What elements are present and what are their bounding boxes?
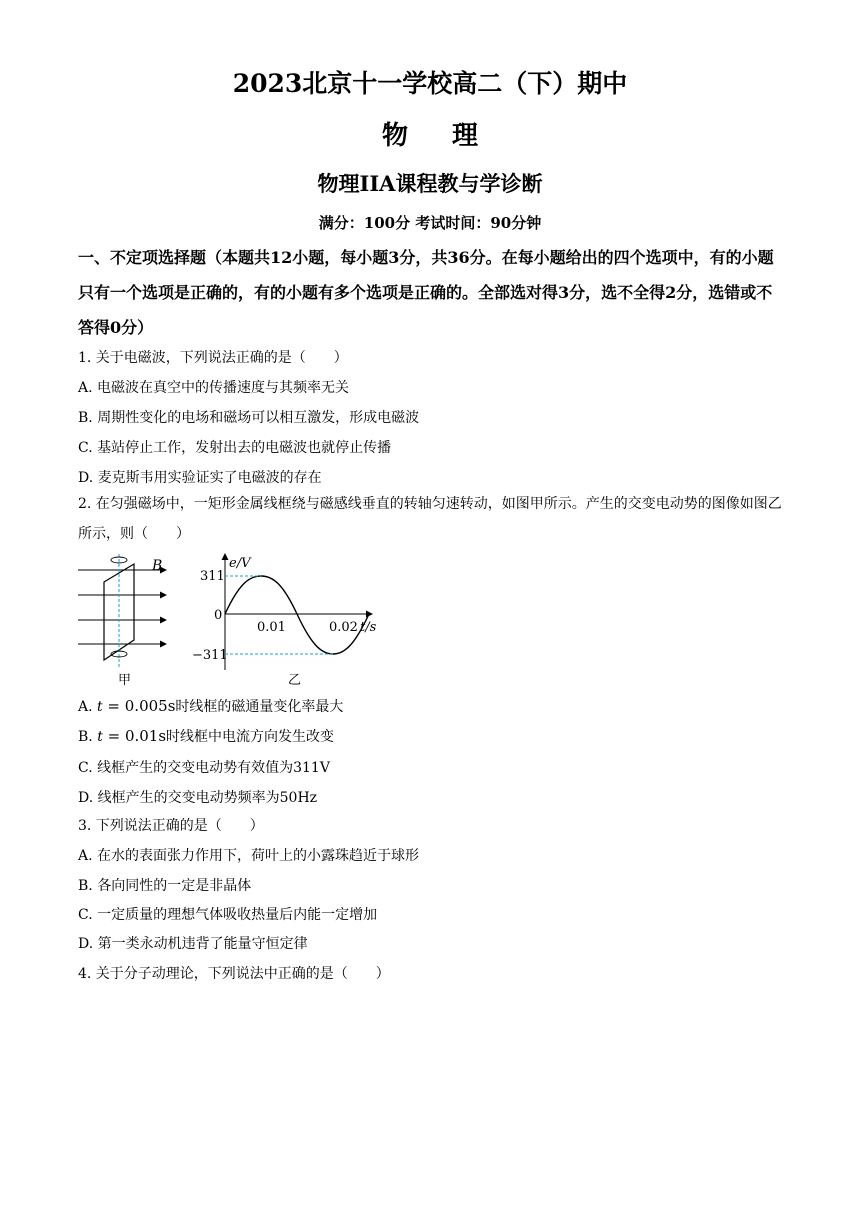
- emf-curve: [225, 576, 369, 654]
- time-value: = 0.005s: [102, 697, 176, 715]
- question-3-stem: 3. 下列说法正确的是（ ）: [78, 818, 264, 834]
- exam-info: 满分：100分 考试时间：90分钟: [318, 214, 542, 232]
- x-tick-1: 0.01: [257, 620, 286, 635]
- question-2-option-b: [78, 726, 334, 746]
- question-3-option-c: C. 一定质量的理想气体吸收热量后内能一定增加: [78, 907, 378, 923]
- question-2-option-a: [78, 696, 343, 716]
- option-letter: A.: [78, 699, 98, 715]
- question-4-stem: 4. 关于分子动理论，下列说法中正确的是（ ）: [78, 966, 390, 982]
- subject-title: 物理: [381, 121, 522, 151]
- option-letter: B.: [78, 729, 98, 745]
- x-axis-label: t/s: [360, 620, 377, 635]
- figure-left-caption: 甲: [118, 673, 132, 688]
- question-2-stem: 2. 在匀强磁场中，一矩形金属线框绕与磁感线垂直的转轴匀速转动，如图甲所示。产生的交变电动势的图像如图乙所示，则（ ）: [78, 496, 782, 542]
- time-value: = 0.01s: [102, 727, 167, 745]
- course-title: 物理IIA课程教与学诊断: [317, 171, 543, 196]
- question-1-option-c: C. 基站停止工作，发射出去的电磁波也就停止传播: [78, 440, 392, 456]
- question-2-figure: [74, 550, 394, 690]
- question-1-stem: 1. 关于电磁波，下列说法正确的是（ ）: [78, 350, 348, 366]
- question-1-option-a: A. 电磁波在真空中的传播速度与其频率无关: [78, 380, 350, 396]
- emf-graph: [192, 554, 377, 688]
- figure-right-caption: 乙: [288, 673, 302, 688]
- question-2-option-c: C. 线框产生的交变电动势有效值为311V: [78, 760, 330, 776]
- y-tick-top: 311: [200, 569, 225, 584]
- y-tick-zero: 0: [214, 608, 223, 623]
- x-tick-2: 0.02: [329, 620, 358, 635]
- question-3-option-a: A. 在水的表面张力作用下，荷叶上的小露珠趋近于球形: [78, 848, 420, 864]
- y-tick-bottom: −311: [192, 648, 228, 663]
- question-3-option-b: B. 各向同性的一定是非晶体: [78, 878, 252, 894]
- coil-diagram: [78, 554, 166, 688]
- option-text: 时线框中电流方向发生改变: [166, 729, 335, 745]
- section-heading: 一、不定项选择题（本题共12小题，每小题3分，共36分。在每小题给出的四个选项中，有的小题只有一个选项是正确的，有的小题有多个选项是正确的。全部选对得3分，选不全得2分，选错或不答得0分）: [78, 248, 774, 337]
- field-label: B: [152, 558, 163, 574]
- y-axis-label: e/V: [229, 556, 251, 571]
- time-symbol: t: [97, 729, 103, 745]
- option-text: 时线框的磁通量变化率最大: [175, 699, 344, 715]
- time-symbol: t: [97, 699, 103, 715]
- question-2-option-d: D. 线框产生的交变电动势频率为50Hz: [78, 790, 318, 806]
- exam-title: 2023北京十一学校高二（下）期中: [232, 69, 628, 98]
- question-1-option-b: B. 周期性变化的电场和磁场可以相互激发，形成电磁波: [78, 410, 420, 426]
- question-1-option-d: D. 麦克斯韦用实验证实了电磁波的存在: [78, 470, 322, 486]
- question-3-option-d: D. 第一类永动机违背了能量守恒定律: [78, 936, 308, 952]
